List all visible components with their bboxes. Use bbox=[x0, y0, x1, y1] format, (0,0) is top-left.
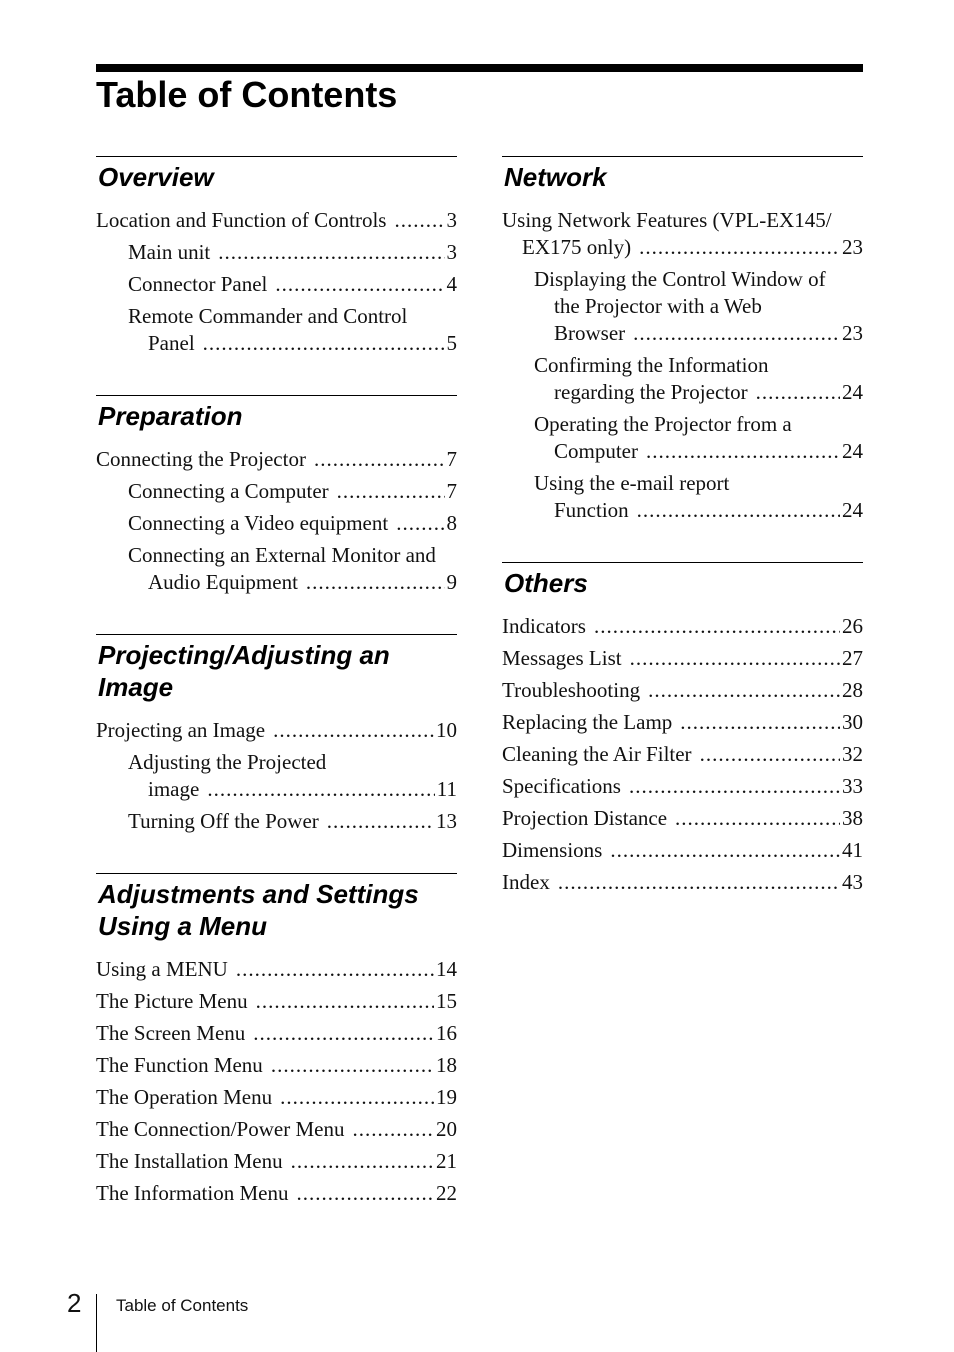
toc-entry-text: Connector Panel bbox=[128, 272, 268, 296]
toc-page-number: 43 bbox=[842, 870, 863, 894]
right-column bbox=[502, 156, 863, 934]
footer-label: Table of Contents bbox=[116, 1296, 249, 1315]
toc-entry[interactable] bbox=[502, 709, 863, 736]
section-preparation bbox=[96, 395, 457, 596]
toc-page-number: 3 bbox=[446, 240, 457, 264]
toc-page-number: 32 bbox=[842, 742, 863, 766]
toc-entry-leader-line bbox=[96, 1148, 457, 1175]
toc-entry-text: The Connection/Power Menu bbox=[96, 1117, 345, 1141]
toc-entry-leader-line bbox=[502, 773, 863, 800]
toc-entry-text: image bbox=[148, 777, 200, 801]
section-title: Projecting/Adjusting an Image bbox=[98, 640, 390, 702]
toc-entry-text: The Installation Menu bbox=[96, 1149, 283, 1173]
toc-entry-leader-line bbox=[502, 709, 863, 736]
dot-leader bbox=[394, 207, 444, 234]
dot-leader bbox=[291, 1148, 434, 1175]
toc-page-number: 4 bbox=[446, 272, 457, 296]
toc-entry[interactable] bbox=[502, 837, 863, 864]
toc-entry[interactable] bbox=[502, 805, 863, 832]
toc-entry-leader-line bbox=[502, 837, 863, 864]
toc-page-number: 23 bbox=[842, 235, 863, 259]
dot-leader bbox=[337, 478, 445, 505]
toc-entry-leader-line bbox=[96, 1084, 457, 1111]
toc-entry-text-line: Displaying the Control Window of bbox=[534, 267, 826, 291]
section-others bbox=[502, 562, 863, 896]
toc-page-number: 41 bbox=[842, 838, 863, 862]
toc-page-number: 3 bbox=[446, 208, 457, 232]
section-network bbox=[502, 156, 863, 524]
toc-entry[interactable] bbox=[502, 470, 863, 524]
dot-leader bbox=[675, 805, 840, 832]
toc-entry-text: Browser bbox=[554, 321, 626, 345]
section-title: Overview bbox=[98, 162, 214, 192]
toc-entry-text: Index bbox=[502, 870, 550, 894]
dot-leader bbox=[756, 379, 840, 406]
toc-entry-text: Panel bbox=[148, 331, 195, 355]
dot-leader bbox=[273, 717, 434, 744]
toc-entry[interactable] bbox=[96, 271, 457, 298]
toc-page-number: 16 bbox=[436, 1021, 457, 1045]
toc-entry-text-line: Connecting an External Monitor and bbox=[128, 543, 436, 567]
dot-leader bbox=[306, 569, 445, 596]
section-overview bbox=[96, 156, 457, 357]
toc-entry[interactable] bbox=[96, 1020, 457, 1047]
toc-entry-leader-line bbox=[128, 808, 457, 835]
toc-page-number: 15 bbox=[436, 989, 457, 1013]
toc-entry-text-line: Using Network Features (VPL-EX145/ bbox=[502, 208, 832, 232]
toc-entry-text: Location and Function of Controls bbox=[96, 208, 387, 232]
left-column bbox=[96, 156, 457, 1245]
toc-entry[interactable] bbox=[96, 1148, 457, 1175]
toc-entry-leader-line bbox=[128, 271, 457, 298]
toc-entry[interactable] bbox=[96, 207, 457, 234]
toc-entry[interactable] bbox=[502, 741, 863, 768]
toc-entry-list bbox=[96, 956, 457, 1207]
toc-entry[interactable] bbox=[96, 446, 457, 473]
toc-entry[interactable] bbox=[96, 988, 457, 1015]
toc-entry-leader-line bbox=[128, 510, 457, 537]
toc-entry-text-line: Using the e-mail report bbox=[534, 471, 730, 495]
toc-page-number: 21 bbox=[436, 1149, 457, 1173]
toc-page-number: 23 bbox=[842, 321, 863, 345]
toc-entry[interactable] bbox=[96, 808, 457, 835]
toc-entry-list bbox=[96, 717, 457, 835]
dot-leader bbox=[218, 239, 444, 266]
dot-leader bbox=[203, 330, 445, 357]
dot-leader bbox=[610, 837, 840, 864]
dot-leader bbox=[629, 773, 840, 800]
toc-entry-leader-line bbox=[502, 613, 863, 640]
section-title: Others bbox=[504, 568, 588, 598]
page-title: Table of Contents bbox=[96, 74, 398, 115]
section-title: Network bbox=[504, 162, 607, 192]
toc-entry-leader-line bbox=[534, 320, 863, 347]
toc-entry[interactable] bbox=[502, 266, 863, 347]
section-title: Preparation bbox=[98, 401, 243, 431]
toc-entry-text: Audio Equipment bbox=[148, 570, 298, 594]
toc-entry[interactable] bbox=[96, 1052, 457, 1079]
toc-entry[interactable] bbox=[96, 510, 457, 537]
dot-leader bbox=[639, 234, 840, 261]
toc-page-number: 9 bbox=[446, 570, 457, 594]
toc-entry-leader-line bbox=[534, 379, 863, 406]
dot-leader bbox=[256, 988, 434, 1015]
toc-entry-leader-line bbox=[502, 234, 863, 261]
toc-page-number: 24 bbox=[842, 380, 863, 404]
toc-page-number: 5 bbox=[446, 331, 457, 355]
toc-entry[interactable] bbox=[96, 1084, 457, 1111]
toc-entry[interactable] bbox=[502, 773, 863, 800]
toc-entry-leader-line bbox=[502, 645, 863, 672]
dot-leader bbox=[680, 709, 840, 736]
toc-entry-list bbox=[96, 207, 457, 357]
page-number: 2 bbox=[67, 1288, 82, 1318]
toc-entry-leader-line bbox=[96, 1020, 457, 1047]
toc-entry[interactable] bbox=[502, 352, 863, 406]
toc-entry-text: Connecting a Video equipment bbox=[128, 511, 389, 535]
dot-leader bbox=[558, 869, 840, 896]
toc-entry-text: Messages List bbox=[502, 646, 622, 670]
dot-leader bbox=[633, 320, 840, 347]
dot-leader bbox=[253, 1020, 434, 1047]
toc-entry[interactable] bbox=[502, 613, 863, 640]
toc-entry-leader-line bbox=[502, 677, 863, 704]
toc-entry[interactable] bbox=[96, 1116, 457, 1143]
title-rule bbox=[96, 64, 863, 72]
toc-page-number: 7 bbox=[446, 447, 457, 471]
toc-entry-leader-line bbox=[128, 478, 457, 505]
toc-entry-leader-line bbox=[96, 1116, 457, 1143]
dot-leader bbox=[271, 1052, 434, 1079]
dot-leader bbox=[352, 1116, 434, 1143]
toc-entry-text: Indicators bbox=[502, 614, 586, 638]
toc-page-number: 30 bbox=[842, 710, 863, 734]
toc-entry-text-line: Confirming the Information bbox=[534, 353, 769, 377]
toc-entry-list bbox=[502, 613, 863, 896]
toc-entry[interactable] bbox=[96, 717, 457, 744]
toc-entry[interactable] bbox=[96, 478, 457, 505]
dot-leader bbox=[648, 677, 840, 704]
toc-entry[interactable] bbox=[96, 749, 457, 803]
toc-entry[interactable] bbox=[96, 303, 457, 357]
dot-leader bbox=[396, 510, 444, 537]
dot-leader bbox=[236, 956, 434, 983]
toc-entry-text: Specifications bbox=[502, 774, 621, 798]
toc-entry[interactable] bbox=[96, 1180, 457, 1207]
toc-entry-text: Dimensions bbox=[502, 838, 603, 862]
toc-entry-leader-line bbox=[534, 497, 863, 524]
toc-page-number: 27 bbox=[842, 646, 863, 670]
toc-entry-text: The Function Menu bbox=[96, 1053, 263, 1077]
toc-entry-leader-line bbox=[128, 776, 457, 803]
dot-leader bbox=[327, 808, 434, 835]
toc-entry[interactable] bbox=[96, 542, 457, 596]
toc-page-number: 14 bbox=[436, 957, 457, 981]
toc-entry-leader-line bbox=[96, 717, 457, 744]
toc-entry-list bbox=[502, 207, 863, 524]
section-projecting bbox=[96, 634, 457, 835]
toc-entry-leader-line bbox=[96, 446, 457, 473]
toc-entry-text: Projection Distance bbox=[502, 806, 668, 830]
toc-page-number: 22 bbox=[436, 1181, 457, 1205]
toc-entry-text: Troubleshooting bbox=[502, 678, 641, 702]
toc-page-number: 7 bbox=[446, 479, 457, 503]
toc-entry-leader-line bbox=[96, 1052, 457, 1079]
toc-page-number: 33 bbox=[842, 774, 863, 798]
toc-entry-text: The Screen Menu bbox=[96, 1021, 246, 1045]
toc-page-number: 18 bbox=[436, 1053, 457, 1077]
toc-entry-list bbox=[96, 446, 457, 596]
toc-entry-text: EX175 only) bbox=[522, 235, 632, 259]
dot-leader bbox=[630, 645, 840, 672]
toc-entry[interactable] bbox=[502, 411, 863, 465]
toc-page-number: 11 bbox=[436, 777, 457, 801]
toc-entry-leader-line bbox=[534, 438, 863, 465]
toc-page-number: 8 bbox=[446, 511, 457, 535]
toc-entry-text: Using a MENU bbox=[96, 957, 228, 981]
toc-entry-text: Connecting the Projector bbox=[96, 447, 306, 471]
toc-entry-text: regarding the Projector bbox=[554, 380, 748, 404]
toc-page-number: 38 bbox=[842, 806, 863, 830]
toc-entry-text: Projecting an Image bbox=[96, 718, 266, 742]
toc-entry-text: Turning Off the Power bbox=[128, 809, 319, 833]
dot-leader bbox=[207, 776, 434, 803]
toc-entry-text: Main unit bbox=[128, 240, 211, 264]
toc-entry-text: The Information Menu bbox=[96, 1181, 289, 1205]
toc-page-number: 26 bbox=[842, 614, 863, 638]
toc-entry-leader-line bbox=[128, 330, 457, 357]
toc-entry[interactable] bbox=[502, 677, 863, 704]
toc-entry[interactable] bbox=[502, 207, 863, 261]
toc-entry-text: The Operation Menu bbox=[96, 1085, 273, 1109]
dot-leader bbox=[646, 438, 840, 465]
toc-entry-text-line: the Projector with a Web bbox=[554, 294, 762, 318]
toc-entry-leader-line bbox=[502, 869, 863, 896]
toc-entry-text: Function bbox=[554, 498, 629, 522]
toc-page-number: 24 bbox=[842, 439, 863, 463]
toc-entry-leader-line bbox=[128, 239, 457, 266]
section-title: Adjustments and Settings Using a Menu bbox=[98, 879, 419, 941]
toc-entry-text: The Picture Menu bbox=[96, 989, 248, 1013]
toc-page-number: 24 bbox=[842, 498, 863, 522]
toc-entry-text: Replacing the Lamp bbox=[502, 710, 673, 734]
toc-entry-text: Cleaning the Air Filter bbox=[502, 742, 692, 766]
toc-entry-text-line: Adjusting the Projected bbox=[128, 750, 327, 774]
toc-entry-leader-line bbox=[128, 569, 457, 596]
toc-entry-leader-line bbox=[96, 207, 457, 234]
toc-entry-text: Computer bbox=[554, 439, 638, 463]
toc-entry-text: Connecting a Computer bbox=[128, 479, 329, 503]
toc-entry-text-line: Operating the Projector from a bbox=[534, 412, 792, 436]
toc-page-number: 13 bbox=[436, 809, 457, 833]
toc-entry-leader-line bbox=[96, 988, 457, 1015]
toc-entry[interactable] bbox=[96, 956, 457, 983]
dot-leader bbox=[314, 446, 445, 473]
toc-entry-leader-line bbox=[96, 1180, 457, 1207]
toc-page-number: 19 bbox=[436, 1085, 457, 1109]
toc-entry-leader-line bbox=[502, 805, 863, 832]
section-adjustments bbox=[96, 873, 457, 1207]
dot-leader bbox=[296, 1180, 434, 1207]
dot-leader bbox=[637, 497, 840, 524]
dot-leader bbox=[594, 613, 840, 640]
toc-entry[interactable] bbox=[502, 645, 863, 672]
toc-entry-text-line: Remote Commander and Control bbox=[128, 304, 408, 328]
toc-page-number: 20 bbox=[436, 1117, 457, 1141]
toc-entry[interactable] bbox=[502, 869, 863, 896]
toc-entry[interactable] bbox=[96, 239, 457, 266]
toc-page-number: 10 bbox=[436, 718, 457, 742]
dot-leader bbox=[700, 741, 840, 768]
dot-leader bbox=[280, 1084, 434, 1111]
dot-leader bbox=[275, 271, 444, 298]
toc-page-number: 28 bbox=[842, 678, 863, 702]
toc-entry-leader-line bbox=[502, 741, 863, 768]
toc-entry-leader-line bbox=[96, 956, 457, 983]
footer-rule bbox=[96, 1294, 97, 1352]
